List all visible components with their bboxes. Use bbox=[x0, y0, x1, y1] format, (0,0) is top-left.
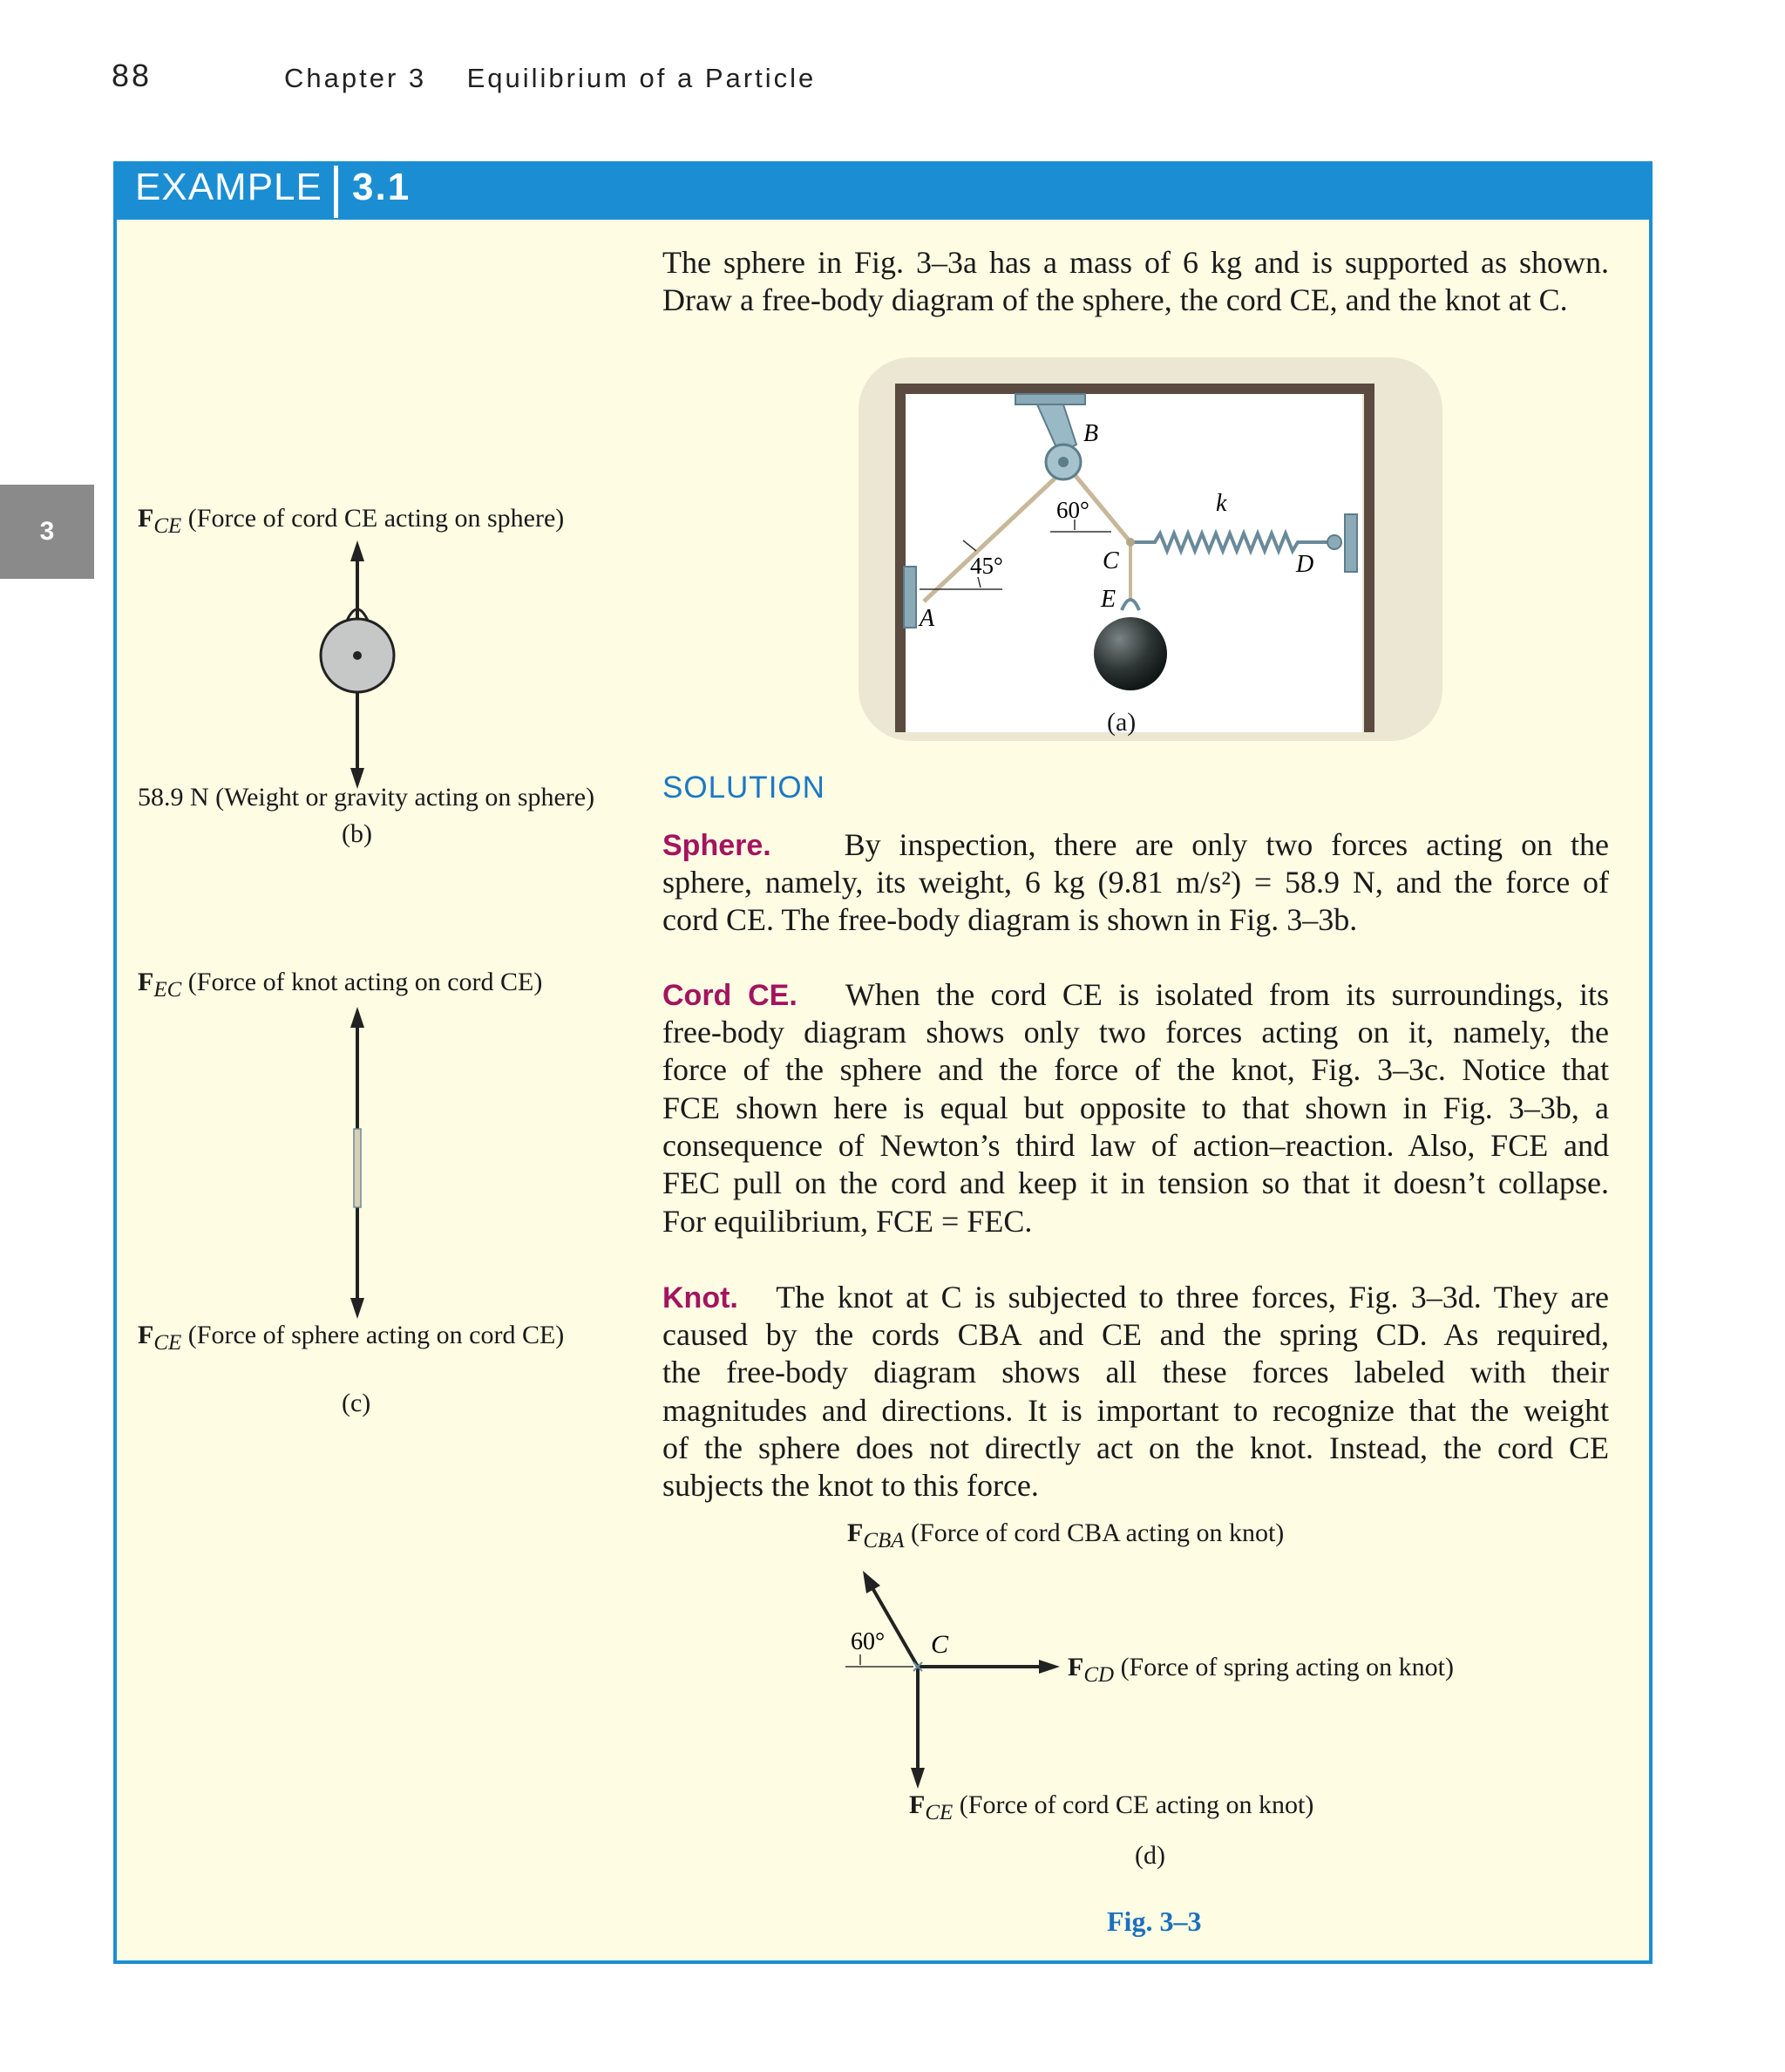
label-d: D bbox=[1296, 551, 1314, 578]
knot-line-5: of the sphere does not directly act on the knot. Instead, the cord CE bbox=[662, 1430, 1609, 1465]
figure-b-caption: (b) bbox=[342, 819, 372, 848]
label-c: C bbox=[1103, 547, 1119, 574]
figure-a-diagram bbox=[850, 349, 1451, 750]
fig-d-ce-label: $F_{CE}$ (Force of cord CE acting on knot) bbox=[909, 1790, 1314, 1824]
cord-line-1-text: When the cord CE is isolated from its surroundings, its bbox=[845, 977, 1609, 1012]
thumb-tab-number: 3 bbox=[39, 517, 55, 546]
cord-line-5: consequence of Newton’s third law of action–reaction. Also, FCE and bbox=[662, 1128, 1609, 1163]
example-banner bbox=[113, 161, 1653, 220]
fig-c-top-label-text: (Force of knot acting on cord CE) bbox=[187, 968, 543, 996]
label-e: E bbox=[1101, 586, 1116, 613]
fig-c-arrow-up bbox=[350, 1007, 364, 1028]
fig-c-cord-segment bbox=[354, 1129, 361, 1207]
fig-d-ce-label-text: (Force of cord CE acting on knot) bbox=[959, 1790, 1314, 1819]
fig-c-arrow-down bbox=[350, 1298, 364, 1319]
sphere-line-3: cord CE. The free-body diagram is shown in Fig. 3–3b. bbox=[662, 902, 1358, 937]
cord-line-6: FEC pull on the cord and keep it in tension so that it doesn’t collapse. bbox=[662, 1165, 1609, 1200]
example-label: EXAMPLE bbox=[135, 166, 322, 208]
knot-line-1 bbox=[662, 1279, 1609, 1318]
support-a bbox=[904, 567, 916, 628]
figure-d-diagram bbox=[837, 1552, 1072, 1796]
fig-d-knot-label: C bbox=[931, 1630, 949, 1659]
fig-b-top-label: $F_{CE}$ (Force of cord CE acting on sphere) bbox=[138, 504, 565, 538]
fig-b-top-label-text: (Force of cord CE acting on sphere) bbox=[187, 504, 565, 533]
fig-b-arrow-up bbox=[350, 540, 364, 561]
fig-d-ce-arrow bbox=[911, 1768, 925, 1789]
fig-c-bottom-label: $F_{CE}$ (Force of sphere acting on cord CE) bbox=[138, 1321, 565, 1355]
fig-d-cba-arrow bbox=[863, 1571, 880, 1593]
label-angle-45: 45° bbox=[970, 553, 1003, 579]
pulley-axle bbox=[1058, 457, 1069, 467]
spring-eye bbox=[1327, 535, 1341, 549]
label-a: A bbox=[920, 605, 935, 632]
fig-c-top-label: $F_{EC}$ (Force of knot acting on cord CE) bbox=[138, 968, 543, 1002]
example-number: 3.1 bbox=[352, 166, 411, 208]
fig-c-bottom-label-text: (Force of sphere acting on cord CE) bbox=[187, 1321, 565, 1349]
knot-line-6: subjects the knot to this force. bbox=[662, 1468, 1039, 1503]
knot-c bbox=[1126, 538, 1135, 547]
cord-runin: Cord CE. bbox=[662, 979, 797, 1012]
cord-line-2: free-body diagram shows only two forces acting on it, namely, the bbox=[662, 1015, 1609, 1050]
knot-line-4: magnitudes and directions. It is important to recognize that the weight bbox=[662, 1393, 1609, 1428]
figure-c-caption: (c) bbox=[342, 1389, 371, 1417]
label-angle-60: 60° bbox=[1056, 497, 1089, 523]
figure-caption: Fig. 3–3 bbox=[1107, 1906, 1202, 1937]
running-head bbox=[284, 63, 816, 94]
intro-line-1: The sphere in Fig. 3–3a has a mass of 6 kg and is supported as shown. bbox=[662, 245, 1609, 280]
cord-line-3: force of the sphere and the force of the knot, Fig. 3–3c. Notice that bbox=[662, 1052, 1609, 1087]
intro-line-2: Draw a free-body diagram of the sphere, the cord CE, and the knot at C. bbox=[662, 282, 1568, 317]
sphere bbox=[1094, 617, 1167, 690]
page-number: 88 bbox=[112, 58, 153, 93]
figure-c-diagram bbox=[331, 1007, 383, 1321]
chapter-label: Chapter 3 bbox=[284, 63, 427, 93]
knot-runin: Knot. bbox=[662, 1281, 738, 1315]
knot-line-2: caused by the cords CBA and CE and the spring CD. As required, bbox=[662, 1317, 1609, 1352]
chapter-thumb-tab bbox=[0, 485, 94, 579]
sphere-line-1 bbox=[662, 826, 1609, 866]
figure-d-caption: (d) bbox=[1135, 1841, 1165, 1870]
fig-d-cd-label: $F_{CD}$ (Force of spring acting on knot) bbox=[1068, 1653, 1454, 1687]
figure-b-diagram bbox=[305, 540, 410, 793]
chapter-title: Equilibrium of a Particle bbox=[466, 63, 817, 93]
fig-d-cba-label: $F_{CBA}$ (Force of cord CBA acting on knot) bbox=[847, 1518, 1285, 1552]
sphere-line-2: sphere, namely, its weight, 6 kg (9.81 m/s²) = 58.9 N, and the force of bbox=[662, 865, 1609, 900]
label-b: B bbox=[1083, 420, 1099, 447]
cord-line-4: FCE shown here is equal but opposite to that shown in Fig. 3–3b, a bbox=[662, 1090, 1609, 1125]
fig-d-angle-label: 60° bbox=[851, 1628, 886, 1655]
knot-line-1-text: The knot at C is subjected to three forces, Fig. 3–3d. They are bbox=[776, 1280, 1609, 1315]
fig-b-bottom-label: 58.9 N (Weight or gravity acting on sphere) bbox=[138, 783, 595, 812]
pulley-bracket bbox=[1015, 394, 1085, 404]
sphere-line-1-text: By inspection, there are only two forces acting on the bbox=[844, 827, 1610, 862]
knot-line-3: the free-body diagram shows all these forces labeled with their bbox=[662, 1355, 1609, 1389]
sphere-runin: Sphere. bbox=[662, 829, 771, 862]
support-d bbox=[1345, 514, 1357, 572]
figure-a-caption: (a) bbox=[1107, 708, 1137, 737]
fig-d-cba-label-text: (Force of cord CBA acting on knot) bbox=[911, 1518, 1285, 1547]
cord-line-1 bbox=[662, 976, 1609, 1016]
fig-b-center-dot bbox=[353, 651, 362, 660]
label-k: k bbox=[1216, 490, 1227, 517]
cord-line-7: For equilibrium, FCE = FEC. bbox=[662, 1204, 1033, 1239]
solution-heading: SOLUTION bbox=[662, 771, 825, 805]
example-banner-divider bbox=[334, 166, 338, 218]
fig-d-cd-arrow bbox=[1039, 1660, 1060, 1674]
fig-d-cd-label-text: (Force of spring acting on knot) bbox=[1120, 1653, 1454, 1681]
